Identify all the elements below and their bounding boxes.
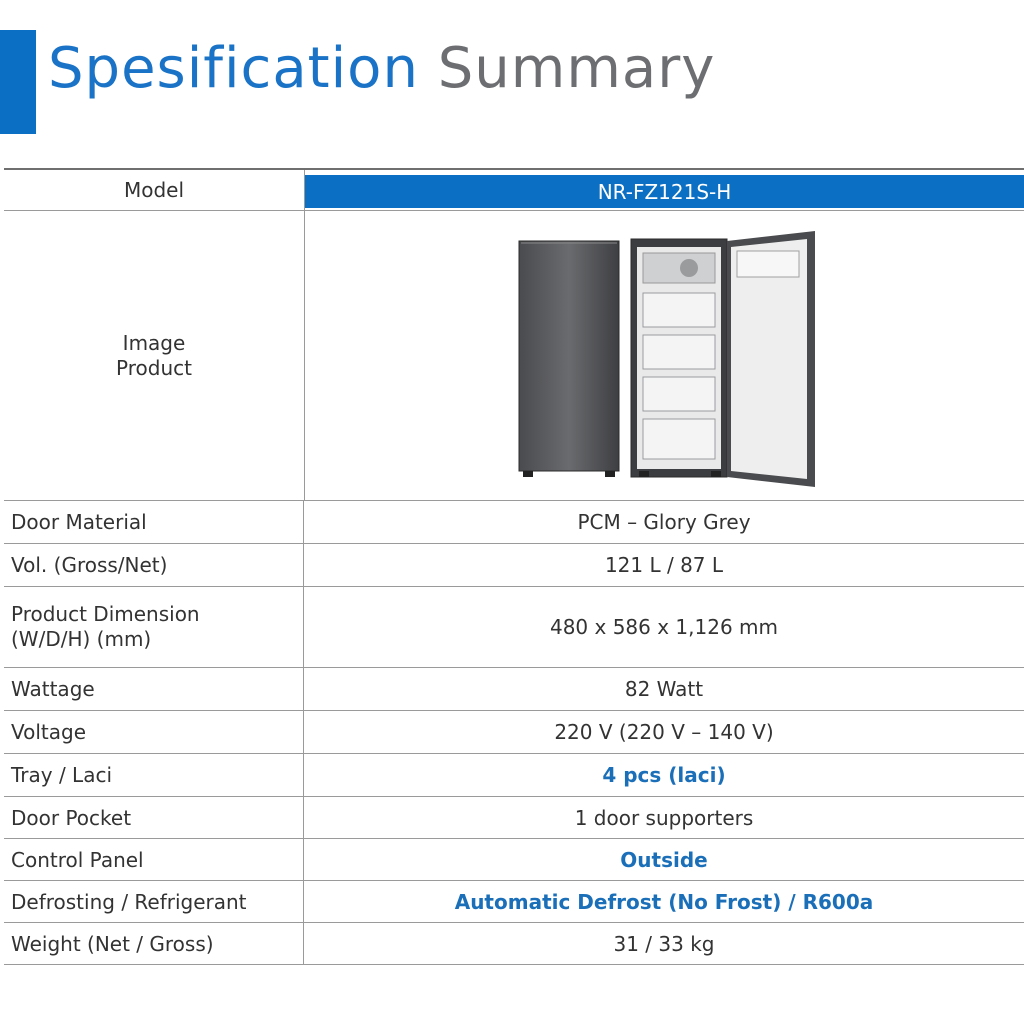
spec-row-defrosting — [4, 881, 1024, 923]
spec-value: 480 x 586 x 1,126 mm — [549, 615, 779, 639]
spec-row-door-material — [4, 501, 1024, 544]
specification-table — [4, 168, 1024, 965]
model-value: NR-FZ121S-H — [305, 175, 1024, 208]
page-title-secondary: Summary — [437, 36, 716, 101]
spec-label: Control Panel — [4, 839, 304, 880]
spec-label: Vol. (Gross/Net) — [4, 544, 304, 586]
spec-value: Outside — [620, 847, 708, 872]
spec-label: Defrosting / Refrigerant — [4, 881, 304, 922]
spec-value: 121 L / 87 L — [604, 553, 724, 577]
spec-label: Model — [4, 170, 305, 210]
spec-row-weight — [4, 923, 1024, 965]
spec-label: Voltage — [4, 711, 304, 753]
spec-value: 4 pcs (laci) — [602, 763, 726, 787]
title-accent-bar — [0, 30, 36, 134]
spec-label: Product Dimension (W/D/H) (mm) — [4, 587, 304, 667]
spec-row-image — [4, 211, 1024, 501]
product-image — [305, 211, 1024, 500]
spec-row-tray — [4, 754, 1024, 797]
spec-label: Tray / Laci — [4, 754, 304, 796]
spec-label: Weight (Net / Gross) — [4, 923, 304, 964]
spec-label: Door Material — [4, 501, 304, 543]
spec-row-wattage — [4, 668, 1024, 711]
page-title — [48, 34, 715, 104]
spec-value: 1 door supporters — [574, 805, 754, 830]
spec-value: 220 V (220 V – 140 V) — [554, 720, 774, 744]
page-title-primary: Spesification — [48, 36, 419, 101]
spec-value: Automatic Defrost (No Frost) / R600a — [454, 889, 874, 914]
spec-value: PCM – Glory Grey — [577, 510, 751, 534]
spec-label: Image Product — [4, 211, 305, 500]
spec-label: Wattage — [4, 668, 304, 710]
spec-row-model — [4, 168, 1024, 211]
spec-row-voltage — [4, 711, 1024, 754]
spec-row-door-pocket — [4, 797, 1024, 839]
spec-value: 31 / 33 kg — [613, 931, 715, 956]
freezer-product-icon — [515, 221, 815, 491]
spec-value: 82 Watt — [624, 677, 704, 701]
spec-label: Door Pocket — [4, 797, 304, 838]
spec-row-volume — [4, 544, 1024, 587]
spec-row-dimension — [4, 587, 1024, 668]
spec-row-control-panel — [4, 839, 1024, 881]
